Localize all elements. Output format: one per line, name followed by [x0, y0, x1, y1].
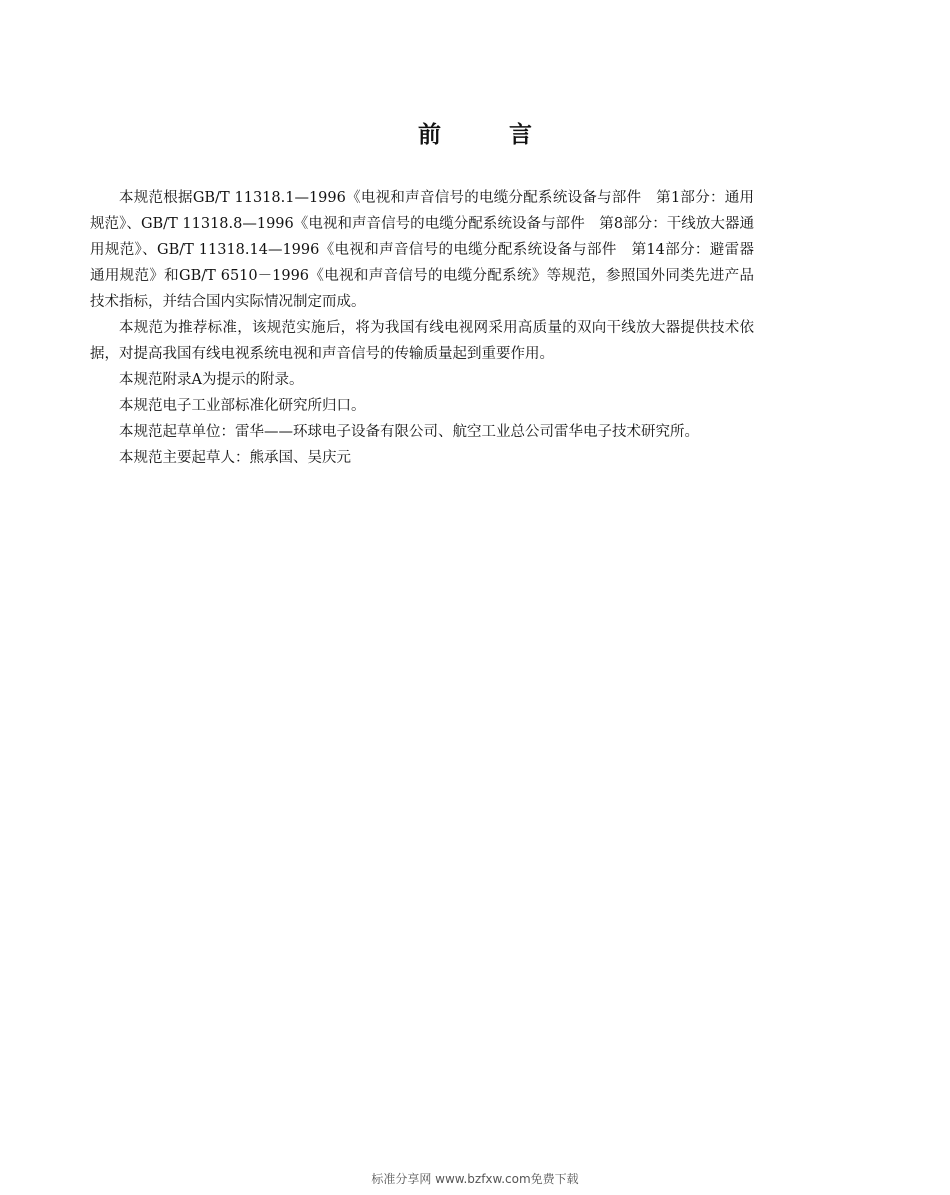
- footer-watermark: 标准分享网 www.bzfxw.com免费下载: [371, 1172, 579, 1186]
- paragraph-basis: 本规范根据GB/T 11318.1—1996《电视和声音信号的电缆分配系统设备与部件 第1部分：通用规范》、GB/T 11318.8—1996《电视和声音信号的电缆分配系统设备与部件 第8部分：干线放大器通用规范》、GB/T 11318.14—1996《电视和声音信号的电缆分配系统设备与部件 第14部分：避雷器通用规范》和GB/T 6510－1996《电视和声音信号的电缆分配系统》等规范，参照国外同类先进产品技术指标，并结合国内实际情况制定而成。: [90, 190, 754, 310]
- document-body: [90, 185, 754, 471]
- paragraph-drafting-unit: 本规范起草单位：雷华——环球电子设备有限公司、航空工业总公司雷华电子技术研究所。: [119, 424, 699, 440]
- paragraph-responsible-unit: 本规范电子工业部标准化研究所归口。: [119, 398, 366, 414]
- paragraph-appendix: 本规范附录A为提示的附录。: [119, 372, 304, 388]
- paragraph-purpose: 本规范为推荐标准，该规范实施后，将为我国有线电视网采用高质量的双向干线放大器提供技术依据，对提高我国有线电视系统电视和声音信号的传输质量起到重要作用。: [90, 320, 754, 362]
- page-title: 前言: [418, 122, 600, 148]
- paragraph-drafters: 本规范主要起草人：熊承国、吴庆元: [119, 450, 351, 466]
